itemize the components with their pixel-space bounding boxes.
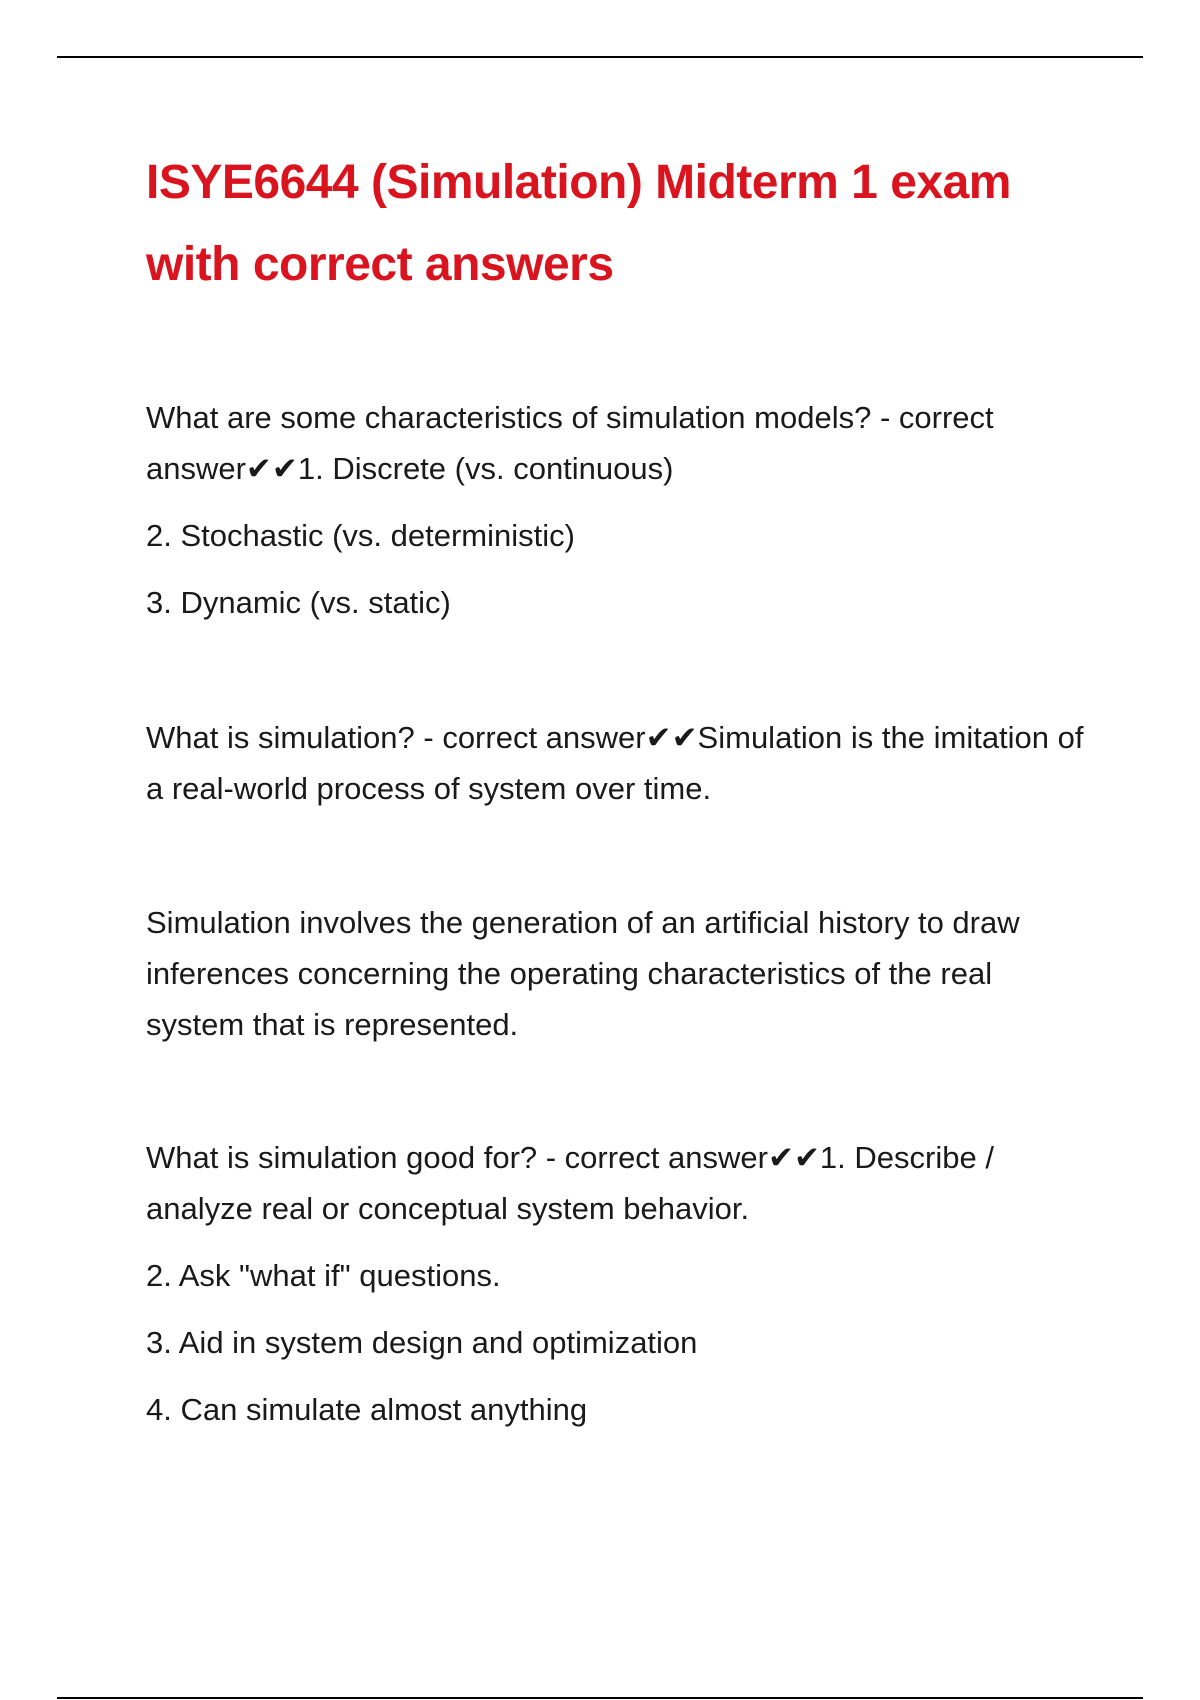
qa-block-simulation-involves bbox=[146, 897, 1086, 1050]
question-answer-text: What is simulation good for? - correct answer✔✔1. Describe / analyze real or conceptual system behavior. bbox=[146, 1140, 994, 1226]
qa-block-characteristics bbox=[146, 392, 1086, 628]
page-content bbox=[146, 142, 1086, 1435]
question-answer-text: What are some characteristics of simulation models? - correct answer✔✔1. Discrete (vs. continuous) bbox=[146, 400, 994, 486]
paragraph-text: Simulation involves the generation of an artificial history to draw inferences concerning the operating characteristics of the real system that is represented. bbox=[146, 905, 1020, 1042]
answer-list-item: 4. Can simulate almost anything bbox=[146, 1392, 588, 1427]
answer-list-item: 3. Dynamic (vs. static) bbox=[146, 585, 451, 620]
top-rule bbox=[57, 56, 1143, 58]
answer-list-item: 2. Ask "what if" questions. bbox=[146, 1258, 501, 1293]
question-answer-text: What is simulation? - correct answer✔✔Simulation is the imitation of a real-world process of system over time. bbox=[146, 720, 1084, 806]
document-title: ISYE6644 (Simulation) Midterm 1 exam with correct answers bbox=[146, 156, 1011, 291]
answer-list-item: 3. Aid in system design and optimization bbox=[146, 1325, 698, 1360]
bottom-rule bbox=[57, 1697, 1143, 1699]
qa-block-what-is-simulation bbox=[146, 712, 1086, 814]
qa-block-simulation-good-for bbox=[146, 1132, 1086, 1435]
answer-list-item: 2. Stochastic (vs. deterministic) bbox=[146, 518, 575, 553]
